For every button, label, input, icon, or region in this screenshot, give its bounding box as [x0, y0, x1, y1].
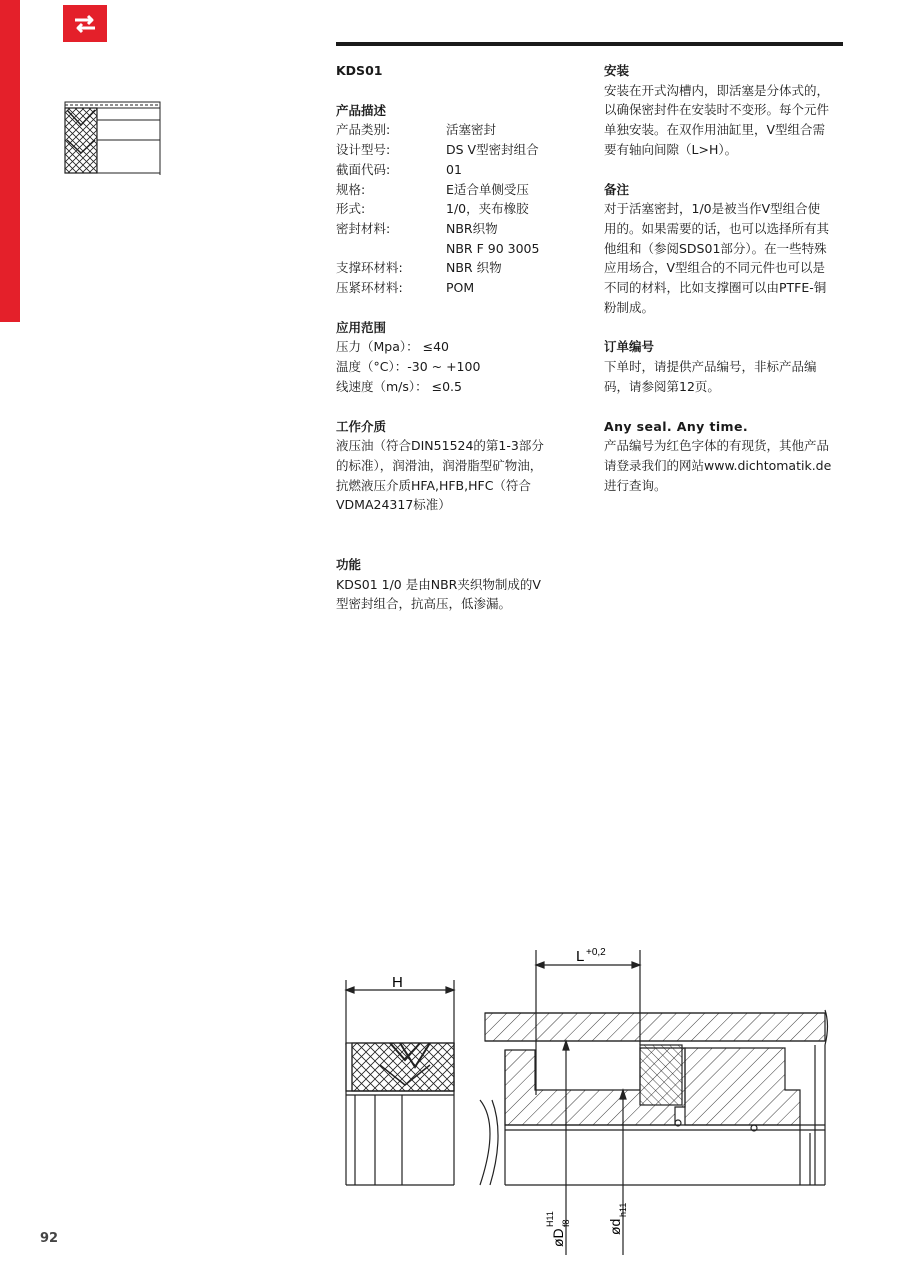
- application-line: 压力（Mpa）： ≤40: [336, 339, 449, 355]
- description-heading: 产品描述: [336, 102, 387, 118]
- media-heading: 工作介质: [336, 418, 387, 434]
- slogan-line: 请登录我们的网站www.dichtomatik.de: [604, 457, 832, 473]
- dim-D-label: øD: [550, 1228, 566, 1247]
- media-line: 抗燃液压介质HFA,HFB,HFC（符合: [336, 477, 531, 493]
- dim-D-sub: f8: [561, 1219, 571, 1227]
- media-line: VDMA24317标准）: [336, 497, 451, 513]
- description-row: NBR F 90 3005: [446, 240, 540, 256]
- remarks-line: 应用场合，V型组合的不同元件也可以是: [604, 260, 826, 276]
- remarks-line: 对于活塞密封，1/0是被当作V型组合使: [604, 201, 821, 217]
- double-arrow-icon: [72, 13, 98, 35]
- description-row: 规格: E适合单侧受压: [336, 181, 529, 197]
- red-side-bar: [0, 0, 20, 322]
- left-column: [336, 61, 568, 614]
- description-row: 密封材料: NBR织物: [336, 220, 498, 236]
- dim-d-label: ød: [607, 1218, 623, 1235]
- remarks-heading: 备注: [604, 181, 630, 197]
- top-rule: [336, 42, 843, 46]
- remarks-line: 用的。如果需要的话，也可以选择所有其: [604, 220, 830, 236]
- function-line: KDS01 1/0 是由NBR夹织物制成的V: [336, 576, 541, 592]
- right-column: [604, 61, 844, 495]
- description-row: 截面代码: 01: [336, 161, 462, 177]
- ordering-heading: 订单编号: [604, 339, 655, 355]
- installation-line: 以确保密封件在安装时不变形。每个元件: [604, 102, 830, 118]
- application-line: 温度（°C）：-30 ~ +100: [336, 359, 481, 375]
- product-code: KDS01: [336, 63, 383, 78]
- dim-l-tolerance: +0,2: [586, 947, 606, 958]
- dim-h-label: H: [392, 974, 403, 991]
- installation-line: 单独安装。在双作用油缸里，V型组合需: [604, 122, 826, 138]
- dim-l-label: L: [576, 948, 585, 965]
- media-line: 液压油（符合DIN51524的第1-3部分: [336, 438, 544, 454]
- dim-D-sup: H11: [545, 1211, 555, 1227]
- slogan-line: 进行查询。: [604, 477, 667, 493]
- installation-line: 要有轴向间隙（L>H）。: [604, 141, 738, 157]
- function-heading: 功能: [336, 557, 362, 573]
- slogan-line: 产品编号为红色字体的有现货，其他产品: [604, 438, 830, 454]
- description-row: 压紧环材料: POM: [336, 280, 475, 296]
- page-number: 92: [40, 1231, 59, 1246]
- ordering-line: 下单时，请提供产品编号，非标产品编: [604, 359, 817, 375]
- ordering-line: 码，请参阅第12页。: [604, 378, 720, 394]
- dim-d-sub: h11: [618, 1202, 628, 1217]
- seal-section-icon: [55, 95, 165, 180]
- description-table: [336, 120, 568, 297]
- logo-badge: [63, 5, 107, 42]
- remarks-line: 不同的材料，比如支撑圈可以由PTFE-铜: [604, 280, 827, 296]
- description-row: 支撑环材料: NBR 织物: [336, 260, 502, 276]
- description-row: 设计型号: DS V型密封组合: [336, 142, 539, 158]
- installation-line: 安装在开式沟槽内，即活塞是分体式的，: [604, 82, 830, 98]
- installation-drawing: [330, 935, 840, 1255]
- application-heading: 应用范围: [336, 319, 387, 335]
- remarks-line: 粉制成。: [604, 299, 655, 315]
- application-line: 线速度（m/s）： ≤0.5: [336, 378, 462, 394]
- remarks-line: 他组和（参阅SDS01部分）。在一些特殊: [604, 240, 827, 256]
- function-line: 型密封组合，抗高压，低渗漏。: [336, 596, 512, 612]
- slogan-title: Any seal. Any time.: [604, 418, 748, 434]
- media-line: 的标准），润滑油，润滑脂型矿物油，: [336, 457, 543, 473]
- description-row: 形式: 1/0，夹布橡胶: [336, 201, 529, 217]
- installation-heading: 安装: [604, 63, 630, 78]
- description-row: 产品类别: 活塞密封: [336, 122, 497, 138]
